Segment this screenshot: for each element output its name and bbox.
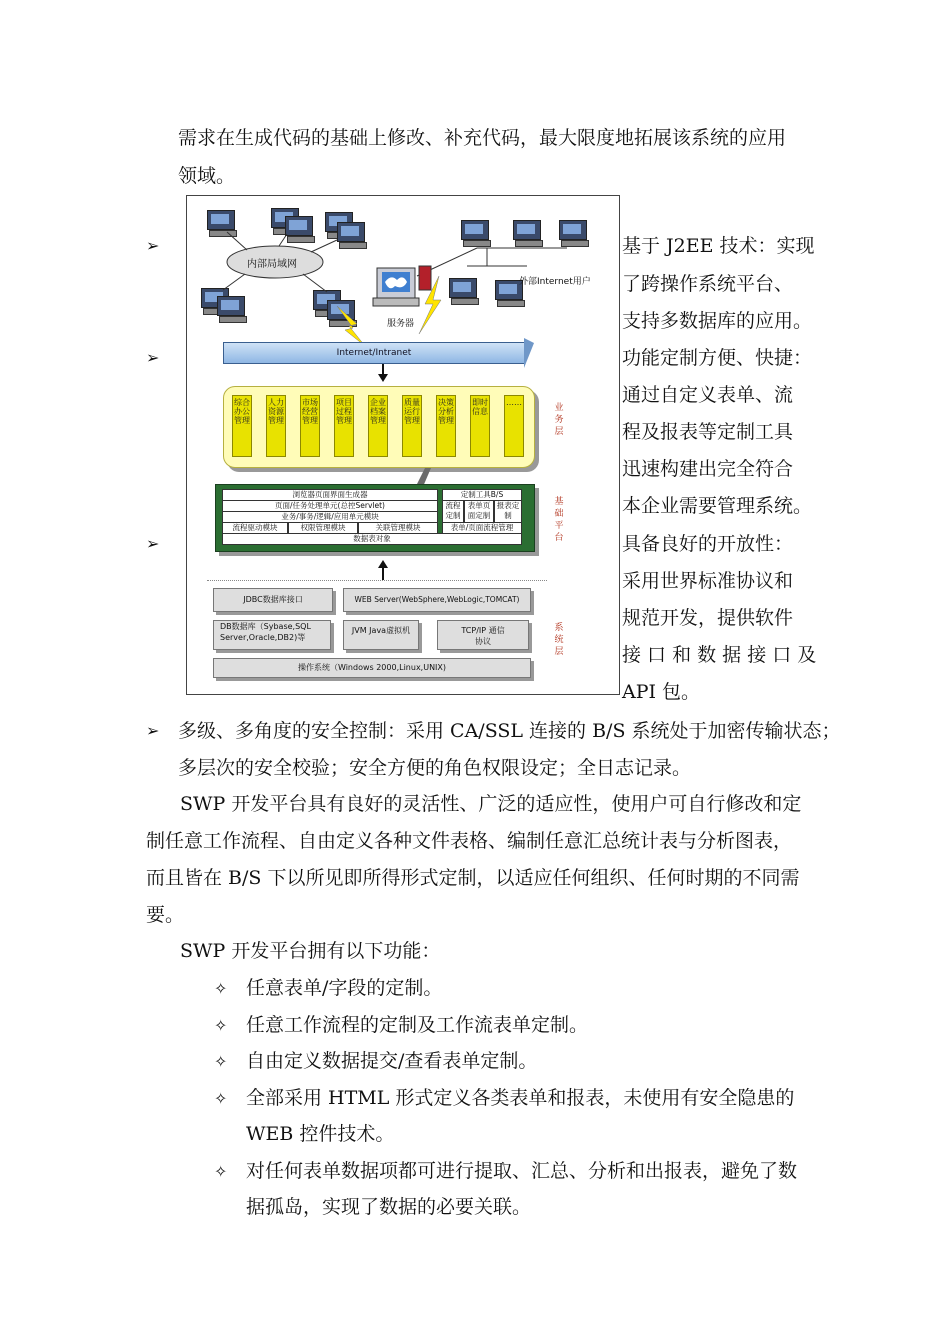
base-platform <box>215 484 535 552</box>
para3: SWP 开发平台拥有以下功能： <box>180 940 441 962</box>
star-bullet-icon: ✧ <box>214 1089 228 1108</box>
bullet4-line-1: 多级、多角度的安全控制：采用 CA/SSL 连接的 B/S 系统处于加密传输状态； <box>178 720 841 742</box>
server-label: 服务器 <box>387 319 415 329</box>
report-define: 报表定制 <box>494 500 522 523</box>
bullet-arrow-icon: ➢ <box>146 348 160 367</box>
feature-item: 任意表单/字段的定制。 <box>246 977 443 999</box>
para2-line-1: SWP 开发平台具有良好的灵活性、广泛的适应性，使用户可自行修改和定 <box>180 793 802 815</box>
module-cell: 即时信息 <box>470 395 490 457</box>
right-col-line: 接 口 和 数 据 接 口 及 <box>622 644 817 666</box>
up-arrow-icon <box>378 560 388 568</box>
data-table-object: 数据表对象 <box>222 533 522 545</box>
para-top-line-1: 需求在生成代码的基础上修改、补充代码，最大限度地拓展该系统的应用 <box>178 127 787 149</box>
computer-icon <box>513 220 543 246</box>
jdbc-box: JDBC数据库接口 <box>213 588 333 612</box>
right-col-line: API 包。 <box>622 681 701 703</box>
database-box: DB数据库（Sybase,SQL Server,Oracle,DB2)等 <box>213 620 331 650</box>
module-cell: 综合办公管理 <box>232 395 252 457</box>
module-cell: 项目过程管理 <box>334 395 354 457</box>
bullet-arrow-icon: ➢ <box>146 236 160 255</box>
para2-line-4: 要。 <box>146 904 185 926</box>
tcpip-box: TCP/IP 通信协议 <box>437 620 529 650</box>
custom-tool: 定制工具B/S <box>442 489 522 501</box>
bullet4-line-2: 多层次的安全校验；安全方便的角色权限设定；全日志记录。 <box>178 757 692 779</box>
right-col-line: 程及报表等定制工具 <box>622 421 794 443</box>
computer-icon <box>461 220 491 246</box>
feature-item: 全部采用 HTML 形式定义各类表单和报表，未使用有安全隐患的 <box>246 1087 795 1109</box>
internet-users-label: 外部Internet用户 <box>519 277 591 287</box>
right-col-line: 本企业需要管理系统。 <box>622 495 813 517</box>
star-bullet-icon: ✧ <box>214 1052 228 1071</box>
right-col-line: 通过自定义表单、流 <box>622 384 794 406</box>
star-bullet-icon: ✧ <box>214 979 228 998</box>
right-col-line: 具备良好的开放性： <box>622 533 794 555</box>
biz-unit: 业务/事务/逻辑/应用单元模块 <box>222 511 438 523</box>
business-layer <box>223 386 535 468</box>
right-col-line: 规范开发，提供软件 <box>622 607 794 629</box>
browser-generator: 浏览器页面界面生成器 <box>222 489 438 501</box>
form-flow-manage: 表单/页面流程管理 <box>442 522 522 534</box>
right-col-line: 支持多数据库的应用。 <box>622 310 813 332</box>
web-server-box: WEB Server(WebSphere,WebLogic,TOMCAT) <box>343 588 531 612</box>
feature-item: 对任何表单数据项都可进行提取、汇总、分析和出报表，避免了数 <box>246 1160 798 1182</box>
feature-item: 自由定义数据提交/查看表单定制。 <box>246 1050 538 1072</box>
module-cell: 企业档案管理 <box>368 395 388 457</box>
right-col-line: 功能定制方便、快捷： <box>622 347 813 369</box>
flow-define: 流程定制 <box>442 500 464 523</box>
perm-module: 权限管理模块 <box>288 522 358 534</box>
computer-icon <box>559 220 589 246</box>
module-cell: 质量运行管理 <box>402 395 422 457</box>
right-col-line: 基于 J2EE 技术：实现 <box>622 235 815 257</box>
relation-module: 关联管理模块 <box>358 522 438 534</box>
form-define: 表单页面定制 <box>464 500 494 523</box>
jvm-box: JVM Java虚拟机 <box>343 620 419 650</box>
architecture-diagram <box>186 195 620 695</box>
bullet-arrow-icon: ➢ <box>146 721 160 740</box>
module-cell: …… <box>504 395 524 457</box>
feature-item-cont: 据孤岛，实现了数据的必要关联。 <box>246 1196 532 1218</box>
system-layer-label: 系统层 <box>554 623 564 657</box>
lan-label: 内部局域网 <box>247 259 297 270</box>
right-col-line: 采用世界标准协议和 <box>622 570 794 592</box>
para2-line-2: 制任意工作流程、自由定义各种文件表格、编制任意汇总统计表与分析图表， <box>146 830 793 852</box>
right-col-line: 了跨操作系统平台、 <box>622 273 794 295</box>
module-cell: 市场经营管理 <box>300 395 320 457</box>
star-bullet-icon: ✧ <box>214 1016 228 1035</box>
feature-item-cont: WEB 控件技术。 <box>246 1123 395 1145</box>
module-cell: 决策分析管理 <box>436 395 456 457</box>
right-col-line: 迅速构建出完全符合 <box>622 458 794 480</box>
os-box: 操作系统（Windows 2000,Linux,UNIX) <box>213 658 531 678</box>
para-top-line-2: 领域。 <box>178 165 236 187</box>
bullet-arrow-icon: ➢ <box>146 534 160 553</box>
feature-item: 任意工作流程的定制及工作流表单定制。 <box>246 1014 589 1036</box>
computer-icon <box>449 278 479 304</box>
internet-intranet-band: Internet/Intranet <box>223 342 525 364</box>
star-bullet-icon: ✧ <box>214 1162 228 1181</box>
down-arrow-icon <box>378 374 388 382</box>
flow-module: 流程驱动模块 <box>222 522 288 534</box>
module-cell: 人力资源管理 <box>266 395 286 457</box>
base-platform-label: 基础平台 <box>554 497 564 543</box>
page-unit: 页面/任务处理单元(总控Servlet) <box>222 500 438 512</box>
business-layer-label: 业务层 <box>554 403 564 437</box>
para2-line-3: 而且皆在 B/S 下以所见即所得形式定制，以适应任何组织、任何时期的不同需 <box>146 867 800 889</box>
